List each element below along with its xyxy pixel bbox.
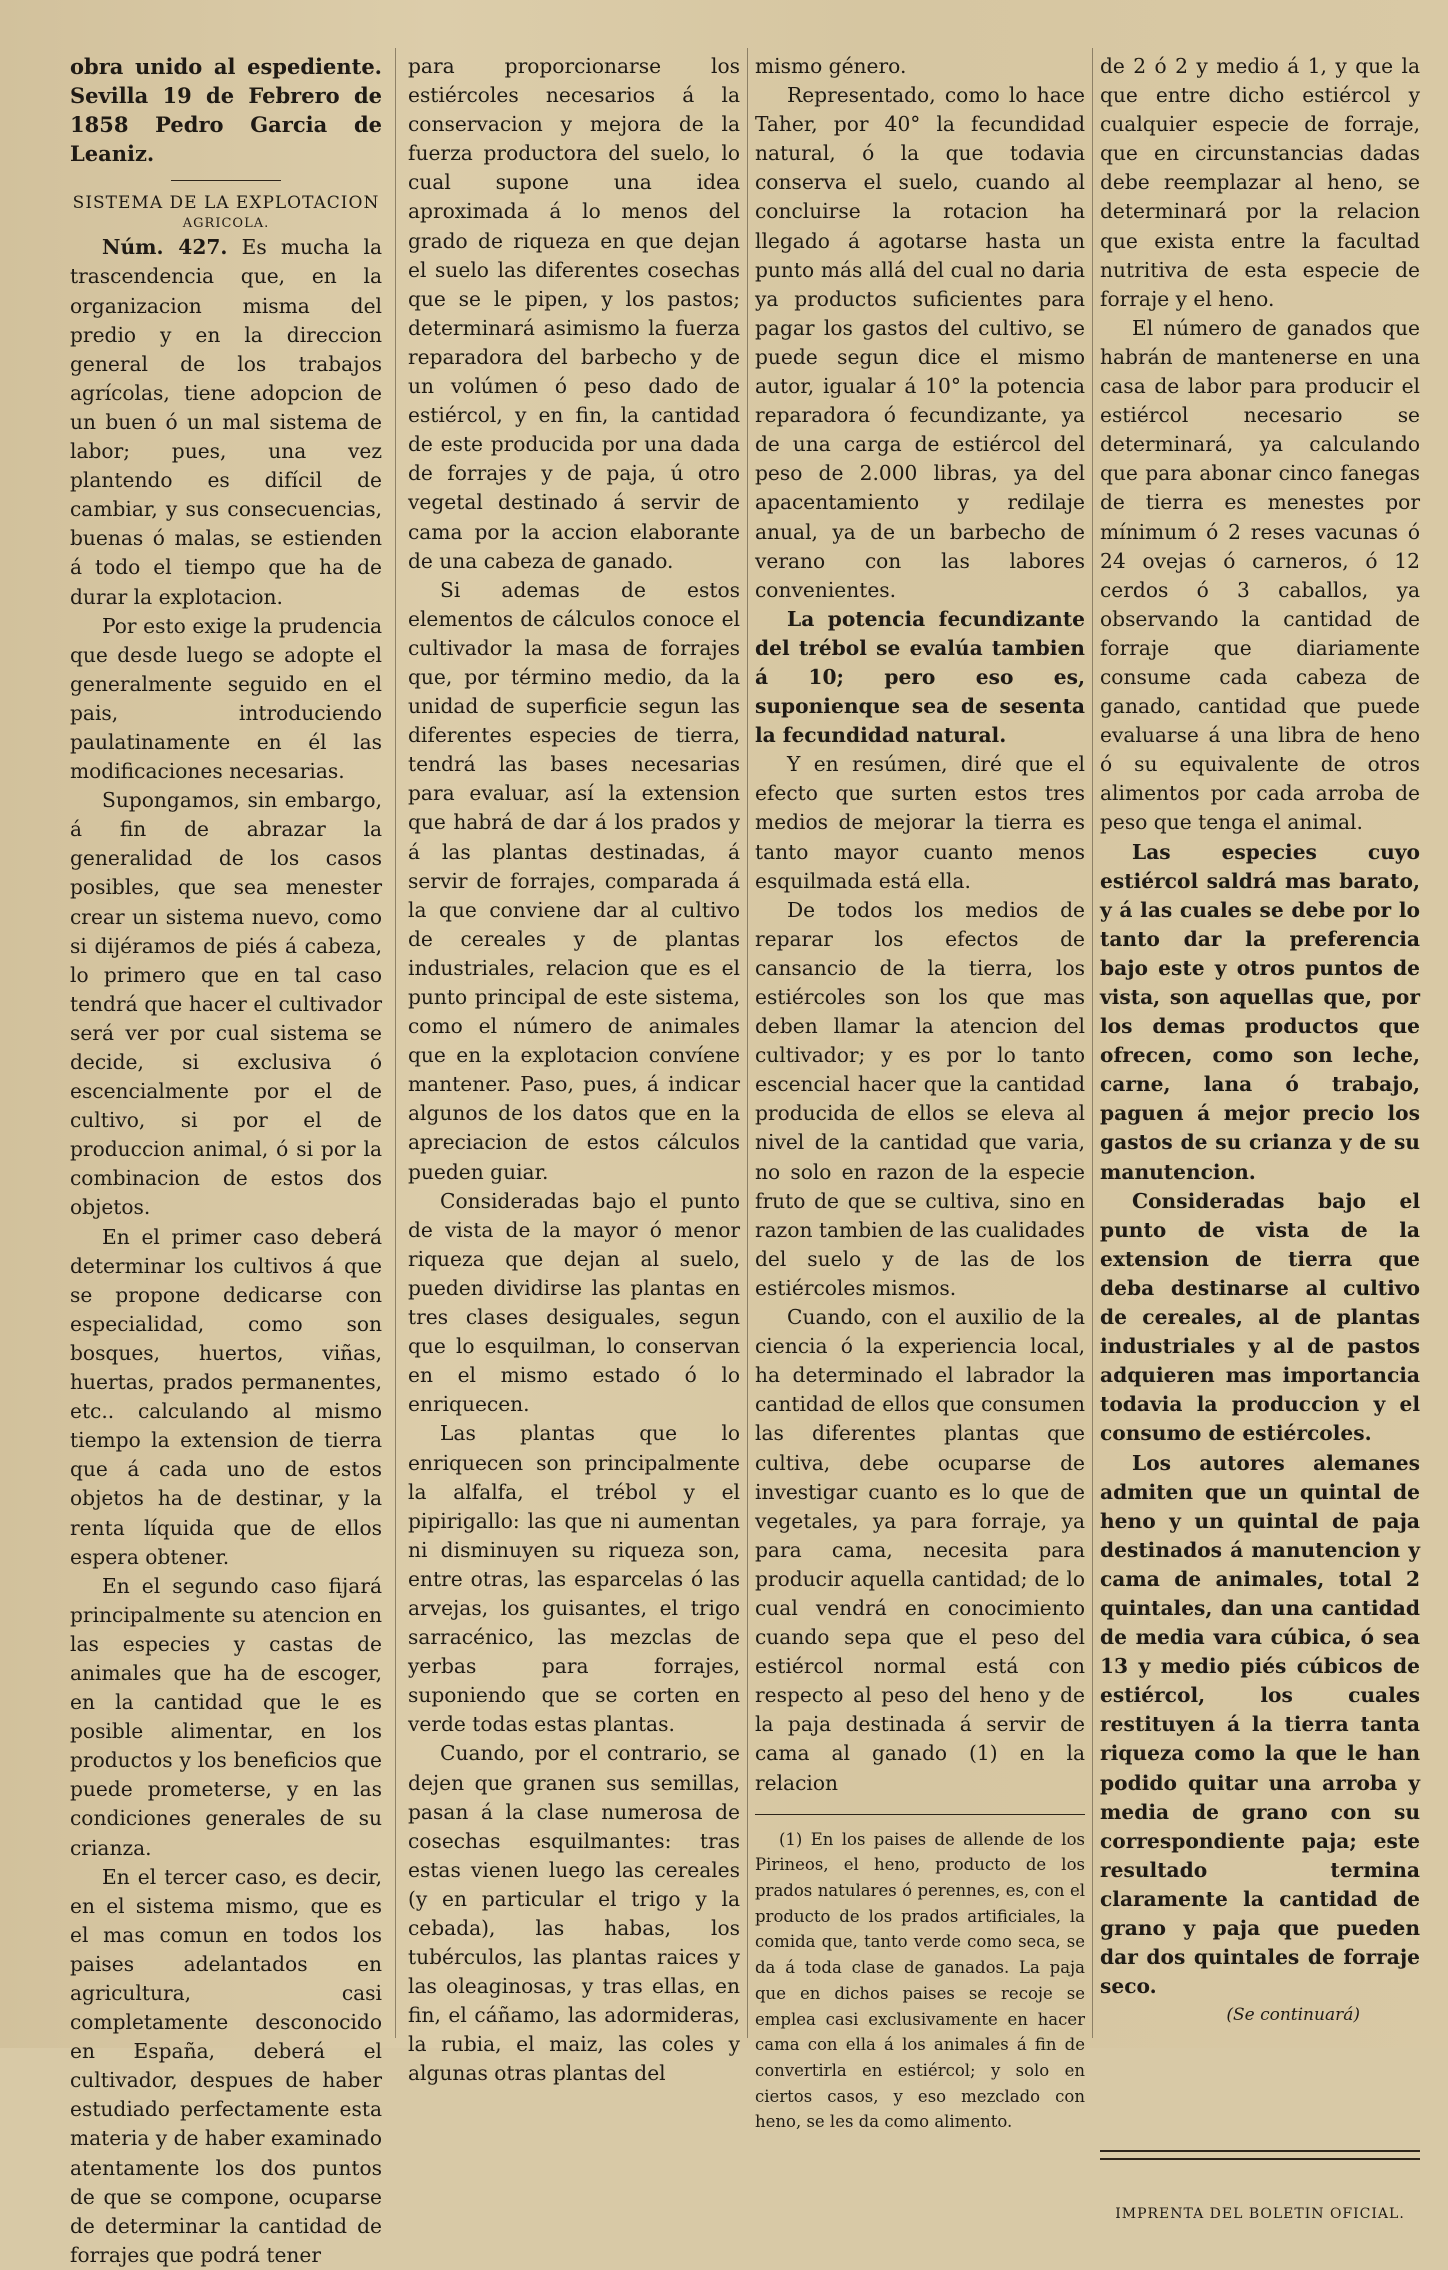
paragraph: En el segundo caso fijará principalmente su atencion en las especies y castas de animales que ha de escoger, en la cantidad que le es posible alimentar, en los productos y los beneficios que puede prometerse, y en las condiciones generales de su crianza. [70, 1573, 382, 1860]
column-divider [395, 48, 396, 2038]
column-4 [1100, 52, 1420, 2229]
closing-double-rule [1100, 2150, 1420, 2160]
column-divider [747, 48, 748, 2038]
intro-paragraph: obra unido al espediente. Sevilla 19 de Febrero de 1858 Pedro Garcia de Leaniz. [70, 54, 382, 167]
article-heading: SISTEMA DE LA EXPLOTACION [72, 193, 380, 214]
paragraph: Cuando, por el contrario, se dejen que granen sus semillas, pasan á la clase numerosa de cosechas esquilmantes: tras estas vienen luego las cereales (y en particular el trigo y la cebada), las habas, los tubérculos, las plantas raices y las oleaginosas, y tras ellas, en fin, el cáñamo, las adormideras, la rubia, el maiz, las coles y algunas otras plantas del [408, 1741, 740, 2086]
paragraph: Consideradas bajo el punto de vista de la extension de tierra que deba destinarse al cultivo de cereales, al de plantas industriales y al de pastos adquieren mas importancia todavia la produccion y el consumo de estiércoles. [1100, 1188, 1420, 1446]
section-divider [171, 180, 281, 181]
paragraph: Supongamos, sin embargo, á fin de abrazar la generalidad de los casos posibles, que sea menester crear un sistema nuevo, como si dijéramos de piés á cabeza, lo primero que en tal caso tendrá que hacer el cultivador será ver por cual sistema se decide, si exclusiva ó escencialmente por el de cultivo, si por el de produccion animal, ó si por la combinacion de estos dos objetos. [70, 788, 382, 1220]
column-1 [70, 52, 382, 2270]
column-3 [755, 52, 1085, 2135]
paragraph: Las especies cuyo estiércol saldrá mas barato, y á las cuales se debe por lo tanto dar la preferencia bajo este y otros puntos de vista, son aquellas que, por los demas productos que ofrecen, como son leche, carne, lana ó trabajo, paguen á mejor precio los gastos de su crianza y de su manutencion. [1100, 839, 1420, 1184]
continuation-note: (Se continuará) [1226, 2005, 1360, 2026]
paragraph: La potencia fecundizante del trébol se evalúa tambien á 10; pero eso es, suponienque sea de sesenta la fecundidad natural. [755, 606, 1085, 748]
paragraph: para proporcionarse los estiércoles necesarios á la conservacion y mejora de la fuerza productora del suelo, lo cual supone una idea aproximada á lo menos del grado de riqueza en que dejan el suelo las diferentes cosechas que se le pipen, y los pastos; determinará asimismo la fuerza reparadora del barbecho y de un volúmen ó peso dado de estiércol, y en fin, la cantidad de este producida por una dada de forrajes y de paja, ú otro vegetal destinado á servir de cama por la accion elaborante de una cabeza de ganado. [408, 54, 740, 573]
paragraph: El número de ganados que habrán de mantenerse en una casa de labor para producir el estiércol necesario se determinará, ya calculando que para abonar cinco fanegas de tierra es menestes por mínimum ó 2 reses vacunas ó 24 ovejas ó carneros, ó 12 cerdos ó 3 caballos, ya observando la cantidad de forraje que diariamente consume cada cabeza de ganado, cantidad que puede evaluarse á una libra de heno ó su equivalente de otros alimentos por cada arroba de peso que tenga el animal. [1100, 315, 1420, 835]
paragraph: Los autores alemanes admiten que un quintal de heno y un quintal de paja destinados á manutencion y cama de animales, total 2 quintales, dan una cantidad de media vara cúbica, ó sea 13 y medio piés cúbicos de estiércol, los cuales restituyen á la tierra tanta riqueza como la que le han podido quitar una arroba y media de grano con su correspondiente paja; este resultado termina claramente la cantidad de grano y paja que pueden dar dos quintales de forraje seco. [1100, 1450, 1420, 1999]
paragraph: En el primer caso deberá determinar los cultivos á que se propone dedicarse con especialidad, como son bosques, huertos, viñas, huertas, prados permanentes, etc.. calculando al mismo tiempo la extension de tierra que á cada uno de estos objetos ha de destinar, y la renta líquida que de ellos espera obtener. [70, 1224, 382, 1569]
paragraph: Las plantas que lo enriquecen son principalmente la alfalfa, el trébol y el pipirigallo: las que ni aumentan ni disminuyen su riqueza son, entre otras, las esparcelas ó las arvejas, los guisantes, el trigo sarracénico, las mezclas de yerbas para forrajes, suponiendo que se corten en verde todas estas plantas. [408, 1421, 740, 1737]
paragraph: Representado, como lo hace Taher, por 40° la fecundidad natural, ó la que todavia conserva el suelo, cuando al concluirse la rotacion ha llegado á agotarse hasta un punto más allá del cual no daria ya productos suficientes para pagar los gastos del cultivo, se puede segun dice el mismo autor, igualar á 10° la potencia reparadora ó fecundizante, ya de una carga de estiércol del peso de 2.000 libras, ya del apacentamiento y redilaje anual, ya de un barbecho de verano con las labores convenientes. [755, 83, 1085, 602]
paragraph: Y en resúmen, diré que el efecto que surten estos tres medios de mejorar la tierra es tanto mayor cuanto menos esquilmada está ella. [755, 752, 1085, 893]
column-2 [408, 52, 740, 2089]
paragraph: Consideradas bajo el punto de vista de la mayor ó menor riqueza que dejan al suelo, pueden dividirse las plantas en tres clases desiguales, segun que lo esquilman, lo conservan en el mismo estado ó lo enriquecen. [408, 1188, 740, 1417]
paragraph: mismo género. [755, 54, 907, 78]
article-number: Núm. 427. [102, 235, 228, 260]
footnote-divider [755, 1814, 1085, 1815]
paragraph: Cuando, con el auxilio de la ciencia ó la experiencia local, ha determinado el labrador la cantidad de ellos que consumen las diferentes plantas que cultiva, debe ocuparse de investigar cuanto es lo que de vegetales, ya para forraje, ya para cama, necesita para producir aquella cantidad; de lo cual vendrá en conocimiento cuando sepa que el peso del estiércol normal está con respecto al peso del heno y de la paja destinada á servir de cama al ganado (1) en la relacion [755, 1305, 1085, 1795]
paragraph: De todos los medios de reparar los efectos de cansancio de la tierra, los estiércoles son los que mas deben llamar la atencion del cultivador; y es por lo tanto escencial hacer que la cantidad producida de ellos se eleva al nivel de la cantidad que varia, no solo en razon de la especie fruto de que se cultiva, sino en razon tambien de las cualidades del suelo y de las de los estiércoles mismos. [755, 897, 1085, 1300]
printer-imprint: IMPRENTA DEL BOLETIN OFICIAL. [1115, 2206, 1405, 2223]
column-divider [1092, 48, 1093, 2038]
paragraph: Por esto exige la prudencia que desde luego se adopte el generalmente seguido en el pais, introduciendo paulatinamente en él las modificaciones necesarias. [70, 613, 382, 784]
paragraph: En el tercer caso, es decir, en el sistema mismo, que es el mas comun en todos los paises adelantados en agricultura, casi completamente desconocido en España, deberá el cultivador, despues de haber estudiado perfectamente esta materia y de haber examinado atentamente los dos puntos de que se compone, ocuparse de determinar la cantidad de forrajes que podrá tener [70, 1864, 382, 2267]
article-subheading: AGRICOLA. [182, 216, 270, 232]
paragraph: Núm. 427. Es mucha la trascendencia que, en la organizacion misma del predio y en la direccion general de los trabajos agrícolas, tiene adopcion de un buen ó un mal sistema de labor; pues, una vez plantendo es difícil de cambiar, y sus consecuencias, buenas ó malas, se estienden á todo el tiempo que ha de durar la explotacion. [70, 235, 382, 609]
paragraph: Si ademas de estos elementos de cálculos conoce el cultivador la masa de forrajes que, por término medio, da la unidad de superficie segun las diferentes especies de tierra, tendrá las bases necesarias para evaluar, así la extension que habrá de dar á los prados y á las plantas destinadas, á servir de forrajes, comparada á la que conviene dar al cultivo de cereales y de plantas industriales, relacion que es el punto principal de este sistema, como el número de animales que en la explotacion convíene mantener. Paso, pues, á indicar algunos de los datos que en la apreciacion de estos cálculos pueden guiar. [408, 577, 740, 1184]
footnote: (1) En los paises de allende de los Pirineos, el heno, producto de los prados natulares ó perennes, es, con el producto de los prados artificiales, la comida que, tanto verde como seca, se da á toda clase de ganados. La paja que en dichos paises se recoje se emplea casi exclusivamente en hacer cama con ella á los animales á fin de convertirla en estiércol; y solo en ciertos casos, y eso mezclado con heno, se les da como alimento. [755, 1829, 1085, 2132]
paragraph: de 2 ó 2 y medio á 1, y que la que entre dicho estiércol y cualquier especie de forraje, que en circunstancias dadas debe reemplazar al heno, se determinará por la relacion que exista entre la facultad nutritiva de esta especie de forraje y el heno. [1100, 54, 1420, 311]
